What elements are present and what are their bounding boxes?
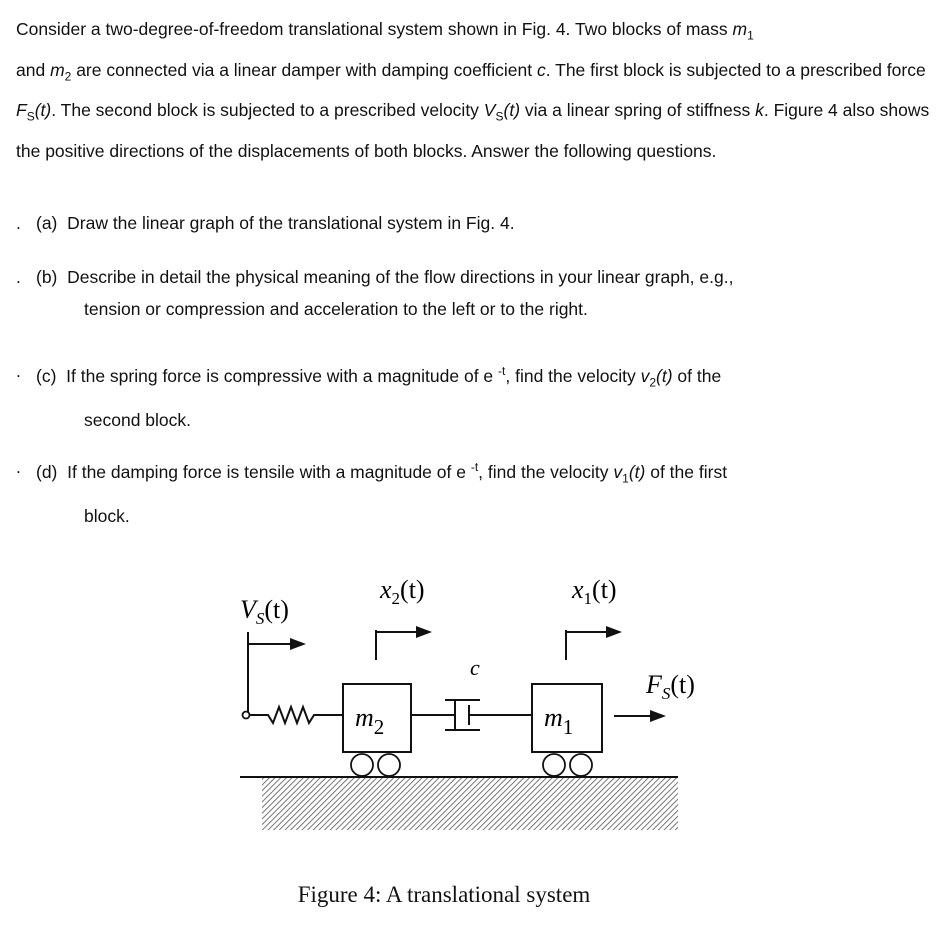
question-text-continued: tension or compression and acceleration to the left or to the right.	[84, 299, 588, 319]
exponent: -t	[498, 364, 506, 378]
problem-statement	[16, 12, 936, 168]
mass-1-wheel-right	[570, 754, 592, 776]
damper-icon	[411, 700, 532, 730]
symbol-v-arg: (t)	[656, 365, 673, 386]
symbol-Fs-sub: S	[26, 109, 35, 124]
mass-1-wheel-left	[543, 754, 565, 776]
symbol-m2-sub: 2	[64, 69, 72, 83]
x2-arrowhead	[416, 626, 432, 638]
intro-text-7: . Figure 4 also shows the positive directions of the displacements of both blocks. Answer the following questions.	[16, 100, 930, 161]
figure-caption: Figure 4: A translational system	[297, 882, 591, 907]
question-d	[16, 448, 936, 535]
question-label: (b)	[36, 267, 58, 287]
question-text: , find the velocity	[505, 365, 641, 386]
symbol-Vs: V	[483, 100, 496, 120]
vs-arrowhead	[290, 638, 306, 650]
ground-hatch	[262, 778, 678, 830]
intro-text-6: via a linear spring of stiffness	[520, 100, 756, 120]
translational-system-figure	[0, 560, 948, 880]
label-fs: $F_S(t)$	[646, 670, 695, 703]
intro-text-5: . The second block is subjected to a prescribed velocity	[51, 100, 484, 120]
symbol-Vs-sub: S	[495, 109, 504, 124]
exponent: -t	[470, 460, 479, 474]
question-text: of the	[672, 365, 722, 386]
symbol-v-sub: 1	[622, 471, 629, 486]
symbol-Vs-arg: (t)	[503, 100, 521, 120]
intro-text-1: Consider a two-degree-of-freedom translational system shown in Fig. 4. Two blocks of mass	[16, 19, 733, 39]
question-b	[16, 261, 936, 325]
bullet: .	[16, 267, 21, 287]
bullet: .	[16, 213, 21, 233]
symbol-m2: m	[50, 59, 65, 80]
label-c: c	[470, 655, 480, 680]
intro-text-3: are connected via a linear damper with damping coefficient	[71, 59, 537, 80]
symbol-Fs-arg: (t)	[34, 100, 52, 120]
symbol-m1: m	[732, 19, 748, 39]
fs-arrowhead	[650, 710, 666, 722]
symbol-v: v	[613, 461, 623, 482]
symbol-v-sub: 2	[649, 375, 657, 390]
symbol-v: v	[640, 365, 650, 386]
question-c	[16, 352, 936, 439]
question-text: Draw the linear graph of the translational system in Fig. 4.	[67, 213, 515, 233]
question-text: of the first	[645, 461, 728, 482]
mass-1-label: $m_1$	[544, 703, 574, 739]
mass-2-wheel-right	[378, 754, 400, 776]
label-x1: $x_1(t)$	[572, 575, 617, 608]
symbol-Fs: F	[16, 100, 27, 120]
intro-text-2: and	[16, 59, 51, 80]
x1-arrowhead	[606, 626, 622, 638]
spring-input-node	[243, 712, 250, 719]
question-text: If the spring force is compressive with a magnitude of e	[66, 365, 499, 386]
symbol-m1-sub: 1	[747, 28, 754, 43]
question-text: , find the velocity	[478, 461, 614, 482]
question-text: Describe in detail the physical meaning of the flow directions in your linear graph, e.g.,	[67, 267, 734, 287]
symbol-k: k	[755, 100, 764, 120]
question-label: (d)	[36, 461, 58, 482]
question-text-continued: block.	[84, 506, 130, 527]
spring-icon	[249, 707, 343, 723]
bullet: .	[16, 361, 21, 381]
question-text: If the damping force is tensile with a magnitude of e	[67, 461, 471, 482]
question-a	[16, 207, 936, 239]
question-label: (c)	[36, 365, 57, 386]
question-text-continued: second block.	[84, 410, 192, 431]
bullet: .	[16, 457, 21, 477]
label-vs: $V_S(t)$	[240, 595, 289, 628]
mass-2-label: $m_2$	[355, 703, 385, 739]
symbol-v-arg: (t)	[628, 461, 646, 482]
mass-2-wheel-left	[351, 754, 373, 776]
symbol-c: c	[536, 59, 546, 80]
label-x2: $x_2(t)$	[380, 575, 425, 608]
intro-text-4: . The first block is subjected to a prescribed force	[545, 59, 926, 80]
question-label: (a)	[36, 213, 58, 233]
